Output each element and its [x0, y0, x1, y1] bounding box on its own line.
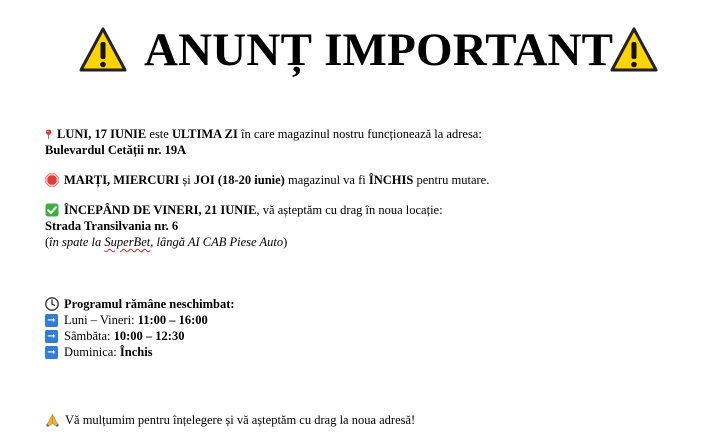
- right-arrow-icon: ➞: [45, 330, 58, 343]
- location-note: [45, 234, 685, 250]
- warning-icon: [79, 26, 127, 74]
- schedule-day: Luni – Vineri:: [64, 313, 138, 327]
- page-title: ANUNȚ IMPORTANT: [144, 24, 614, 76]
- text: pentru mutare.: [413, 173, 490, 187]
- closing-text: Vă mulțumim pentru înțelegere și vă așteptăm cu drag la noua adresă!: [65, 413, 416, 427]
- closed-thursday: JOI (18-20 iunie): [193, 173, 285, 187]
- last-day-line: [45, 126, 685, 142]
- new-location-line: [45, 202, 685, 218]
- old-address: [45, 142, 685, 158]
- round-pushpin-icon: [45, 127, 55, 141]
- title-row: [0, 22, 709, 78]
- closed-label: ÎNCHIS: [368, 173, 414, 187]
- text: în care magazinul nostru funcționează la adresa:: [237, 127, 482, 141]
- closed-days-line: [45, 172, 685, 188]
- schedule-row: [45, 312, 685, 328]
- schedule-day: Duminica:: [64, 345, 120, 359]
- text: , lângă AI CAB Piese Auto: [150, 235, 284, 249]
- schedule-hours: 11:00 – 16:00: [137, 313, 208, 327]
- old-address-text: Bulevardul Cetății nr. 19A: [45, 143, 187, 157]
- start-date: ÎNCEPÂND DE VINERI, 21 IUNIE: [64, 203, 257, 217]
- brand-name: SuperBet: [104, 235, 151, 249]
- text: (: [45, 235, 50, 249]
- schedule-hours: 10:00 – 12:30: [113, 329, 185, 343]
- announcement-body: [45, 126, 685, 428]
- text: în spate la: [49, 235, 105, 249]
- text: și: [179, 173, 194, 187]
- text: ): [283, 235, 288, 249]
- check-mark-button-icon: [45, 203, 59, 217]
- text: este: [146, 127, 172, 141]
- folded-hands-icon: [45, 413, 60, 427]
- schedule-heading: [45, 296, 685, 312]
- stop-sign-icon: [45, 173, 59, 187]
- new-address: [45, 218, 685, 234]
- last-day-label: ULTIMA ZI: [171, 127, 238, 141]
- schedule-row: [45, 344, 685, 360]
- schedule-hours: Închis: [119, 345, 153, 359]
- warning-icon: [610, 26, 658, 74]
- last-day-date: LUNI, 17 IUNIE: [57, 127, 147, 141]
- text: magazinul va fi: [284, 173, 369, 187]
- schedule-row: [45, 328, 685, 344]
- clock-icon: [45, 297, 59, 311]
- right-arrow-icon: ➞: [45, 346, 58, 359]
- right-arrow-icon: ➞: [45, 314, 58, 327]
- new-address-text: Strada Transilvania nr. 6: [45, 219, 179, 233]
- closed-days: MARȚI, MIERCURI: [64, 173, 180, 187]
- schedule-day: Sâmbăta:: [64, 329, 114, 343]
- text: , vă așteptăm cu drag în noua locație:: [256, 203, 443, 217]
- schedule-heading-text: Programul rămâne neschimbat:: [64, 297, 235, 311]
- closing-line: [45, 412, 685, 428]
